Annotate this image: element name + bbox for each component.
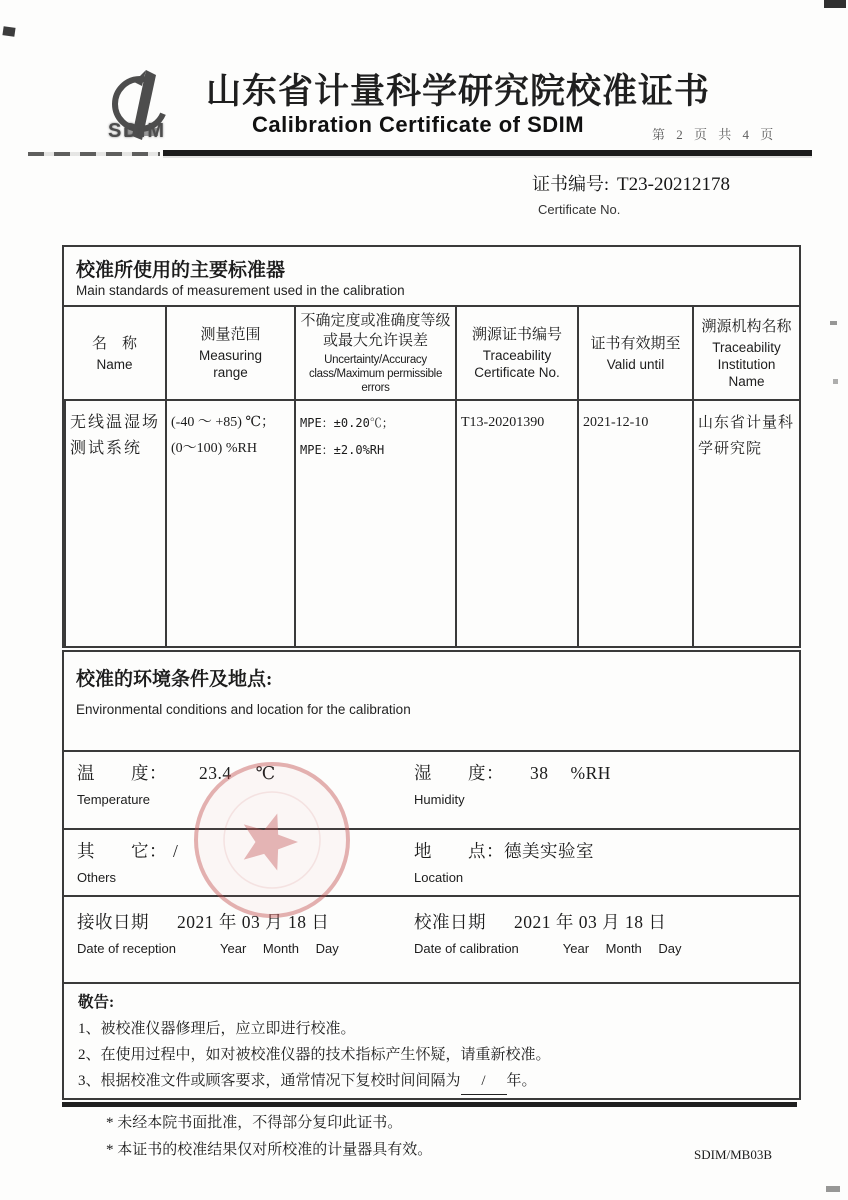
col-header-traceability-cert: 溯源证书编号 Traceability Certificate No.: [455, 305, 577, 401]
location-label-en: Location: [414, 870, 464, 885]
calibration-ymd-en: Year Month Day: [562, 941, 682, 956]
temperature-label-en: Temperature: [77, 792, 150, 807]
notice-item-1: 1、被校准仪器修理后，应立即进行校准。: [78, 1021, 356, 1037]
others-label: 其 它：: [77, 841, 167, 861]
others-location-row: [64, 828, 799, 895]
notice-section: [64, 982, 799, 1098]
standards-title-en: Main standards of measurement used in the calibration: [76, 283, 405, 298]
calibration-date-label-en: Date of calibration: [414, 941, 519, 956]
humidity-unit: %RH: [570, 763, 611, 783]
footer-note-1: * 未经本院书面批准，不得部分复印此证书。: [106, 1115, 403, 1131]
dates-row: [64, 895, 799, 982]
location-value: 德美实验室: [504, 841, 594, 861]
temperature-label: 温 度：: [77, 763, 167, 783]
cell-standard-name: 无线温湿场测试系统: [64, 401, 165, 646]
col-header-institution: 溯源机构名称 Traceability Institution Name: [692, 305, 799, 401]
footer-notes: [106, 1110, 432, 1164]
page-number: 第 2 页 共 4 页: [652, 127, 778, 142]
recalibration-interval-blank: /: [461, 1068, 507, 1095]
scan-artifact: [830, 321, 837, 325]
reception-date-label: 接收日期: [77, 912, 149, 932]
scan-artifact: [2, 26, 15, 37]
col-header-uncertainty: 不确定度或准确度等级或最大允许误差 Uncertainty/Accuracy class/Maximum permissible errors: [294, 305, 455, 401]
certificate-number-label: 证书编号:: [532, 174, 610, 194]
scan-artifact: [826, 1186, 840, 1192]
col-header-valid-until: 证书有效期至 Valid until: [577, 305, 692, 401]
temperature-unit: ℃: [255, 763, 276, 783]
calibration-date-label: 校准日期: [414, 912, 486, 932]
location-label: 地 点：: [414, 841, 504, 861]
notice-item-3: 3、根据校准文件或顾客要求，通常情况下复校时间间隔为 / 年。: [78, 1068, 785, 1095]
calibration-date-field: [414, 909, 682, 956]
form-number: SDIM/MB03B: [694, 1147, 773, 1162]
logo-sdim-text: SDIM: [108, 120, 166, 142]
temperature-value: 23.4: [199, 763, 232, 783]
temperature-field: [77, 760, 276, 807]
header-divider: [163, 150, 812, 156]
environment-title-cn: 校准的环境条件及地点:: [76, 669, 273, 690]
certificate-number: [532, 170, 730, 196]
humidity-label: 湿 度：: [414, 763, 504, 783]
location-field: [414, 838, 594, 885]
environment-section: [62, 650, 801, 1100]
reception-date-label-en: Date of reception: [77, 941, 177, 956]
cell-institution: 山东省计量科学研究院: [692, 401, 799, 646]
cell-measuring-range: (-40 ～ +85) ℃； (0～100) %RH: [165, 401, 294, 646]
certificate-title-cn: 山东省计量科学研究院校准证书: [206, 72, 711, 111]
scan-artifact: [824, 0, 846, 8]
reception-date-value: 2021 年 03 月 18 日: [177, 912, 330, 932]
col-header-measuring-range: 测量范围 Measuring range: [165, 305, 294, 401]
others-field: [77, 838, 178, 885]
col-header-name: 名 称 Name: [64, 305, 165, 401]
humidity-field: [414, 760, 611, 807]
humidity-value: 38: [530, 763, 549, 783]
sdim-logo: [92, 66, 212, 162]
bottom-divider: [62, 1102, 797, 1107]
cell-mpe: MPE：±0.20℃； MPE：±2.0%RH: [294, 401, 455, 646]
reception-date-field: [77, 909, 339, 956]
cell-traceability-cert-no: T13-20201390: [455, 401, 577, 646]
notice-item-2: 2、在使用过程中，如对被校准仪器的技术指标产生怀疑，请重新校准。: [78, 1047, 551, 1063]
humidity-label-en: Humidity: [414, 792, 465, 807]
footer-note-2: * 本证书的校准结果仅对所校准的计量器具有效。: [106, 1142, 433, 1158]
calibration-date-value: 2021 年 03 月 18 日: [514, 912, 667, 932]
others-value: /: [173, 841, 179, 861]
cell-valid-until: 2021-12-10: [577, 401, 692, 646]
notice-title: 敬告:: [78, 994, 115, 1011]
certificate-number-value: T23-20212178: [617, 174, 730, 195]
standards-title-cn: 校准所使用的主要标准器: [76, 260, 286, 281]
scan-artifact: [833, 379, 838, 384]
environment-title-en: Environmental conditions and location for the calibration: [76, 702, 411, 717]
standards-grid: [64, 305, 799, 646]
temperature-humidity-row: [64, 750, 799, 828]
certificate-number-label-en: Certificate No.: [538, 202, 621, 217]
others-label-en: Others: [77, 870, 117, 885]
header-divider-left: [28, 152, 160, 156]
reception-ymd-en: Year Month Day: [220, 941, 339, 956]
standards-table: [62, 245, 801, 648]
certificate-title-en: Calibration Certificate of SDIM: [252, 112, 585, 137]
